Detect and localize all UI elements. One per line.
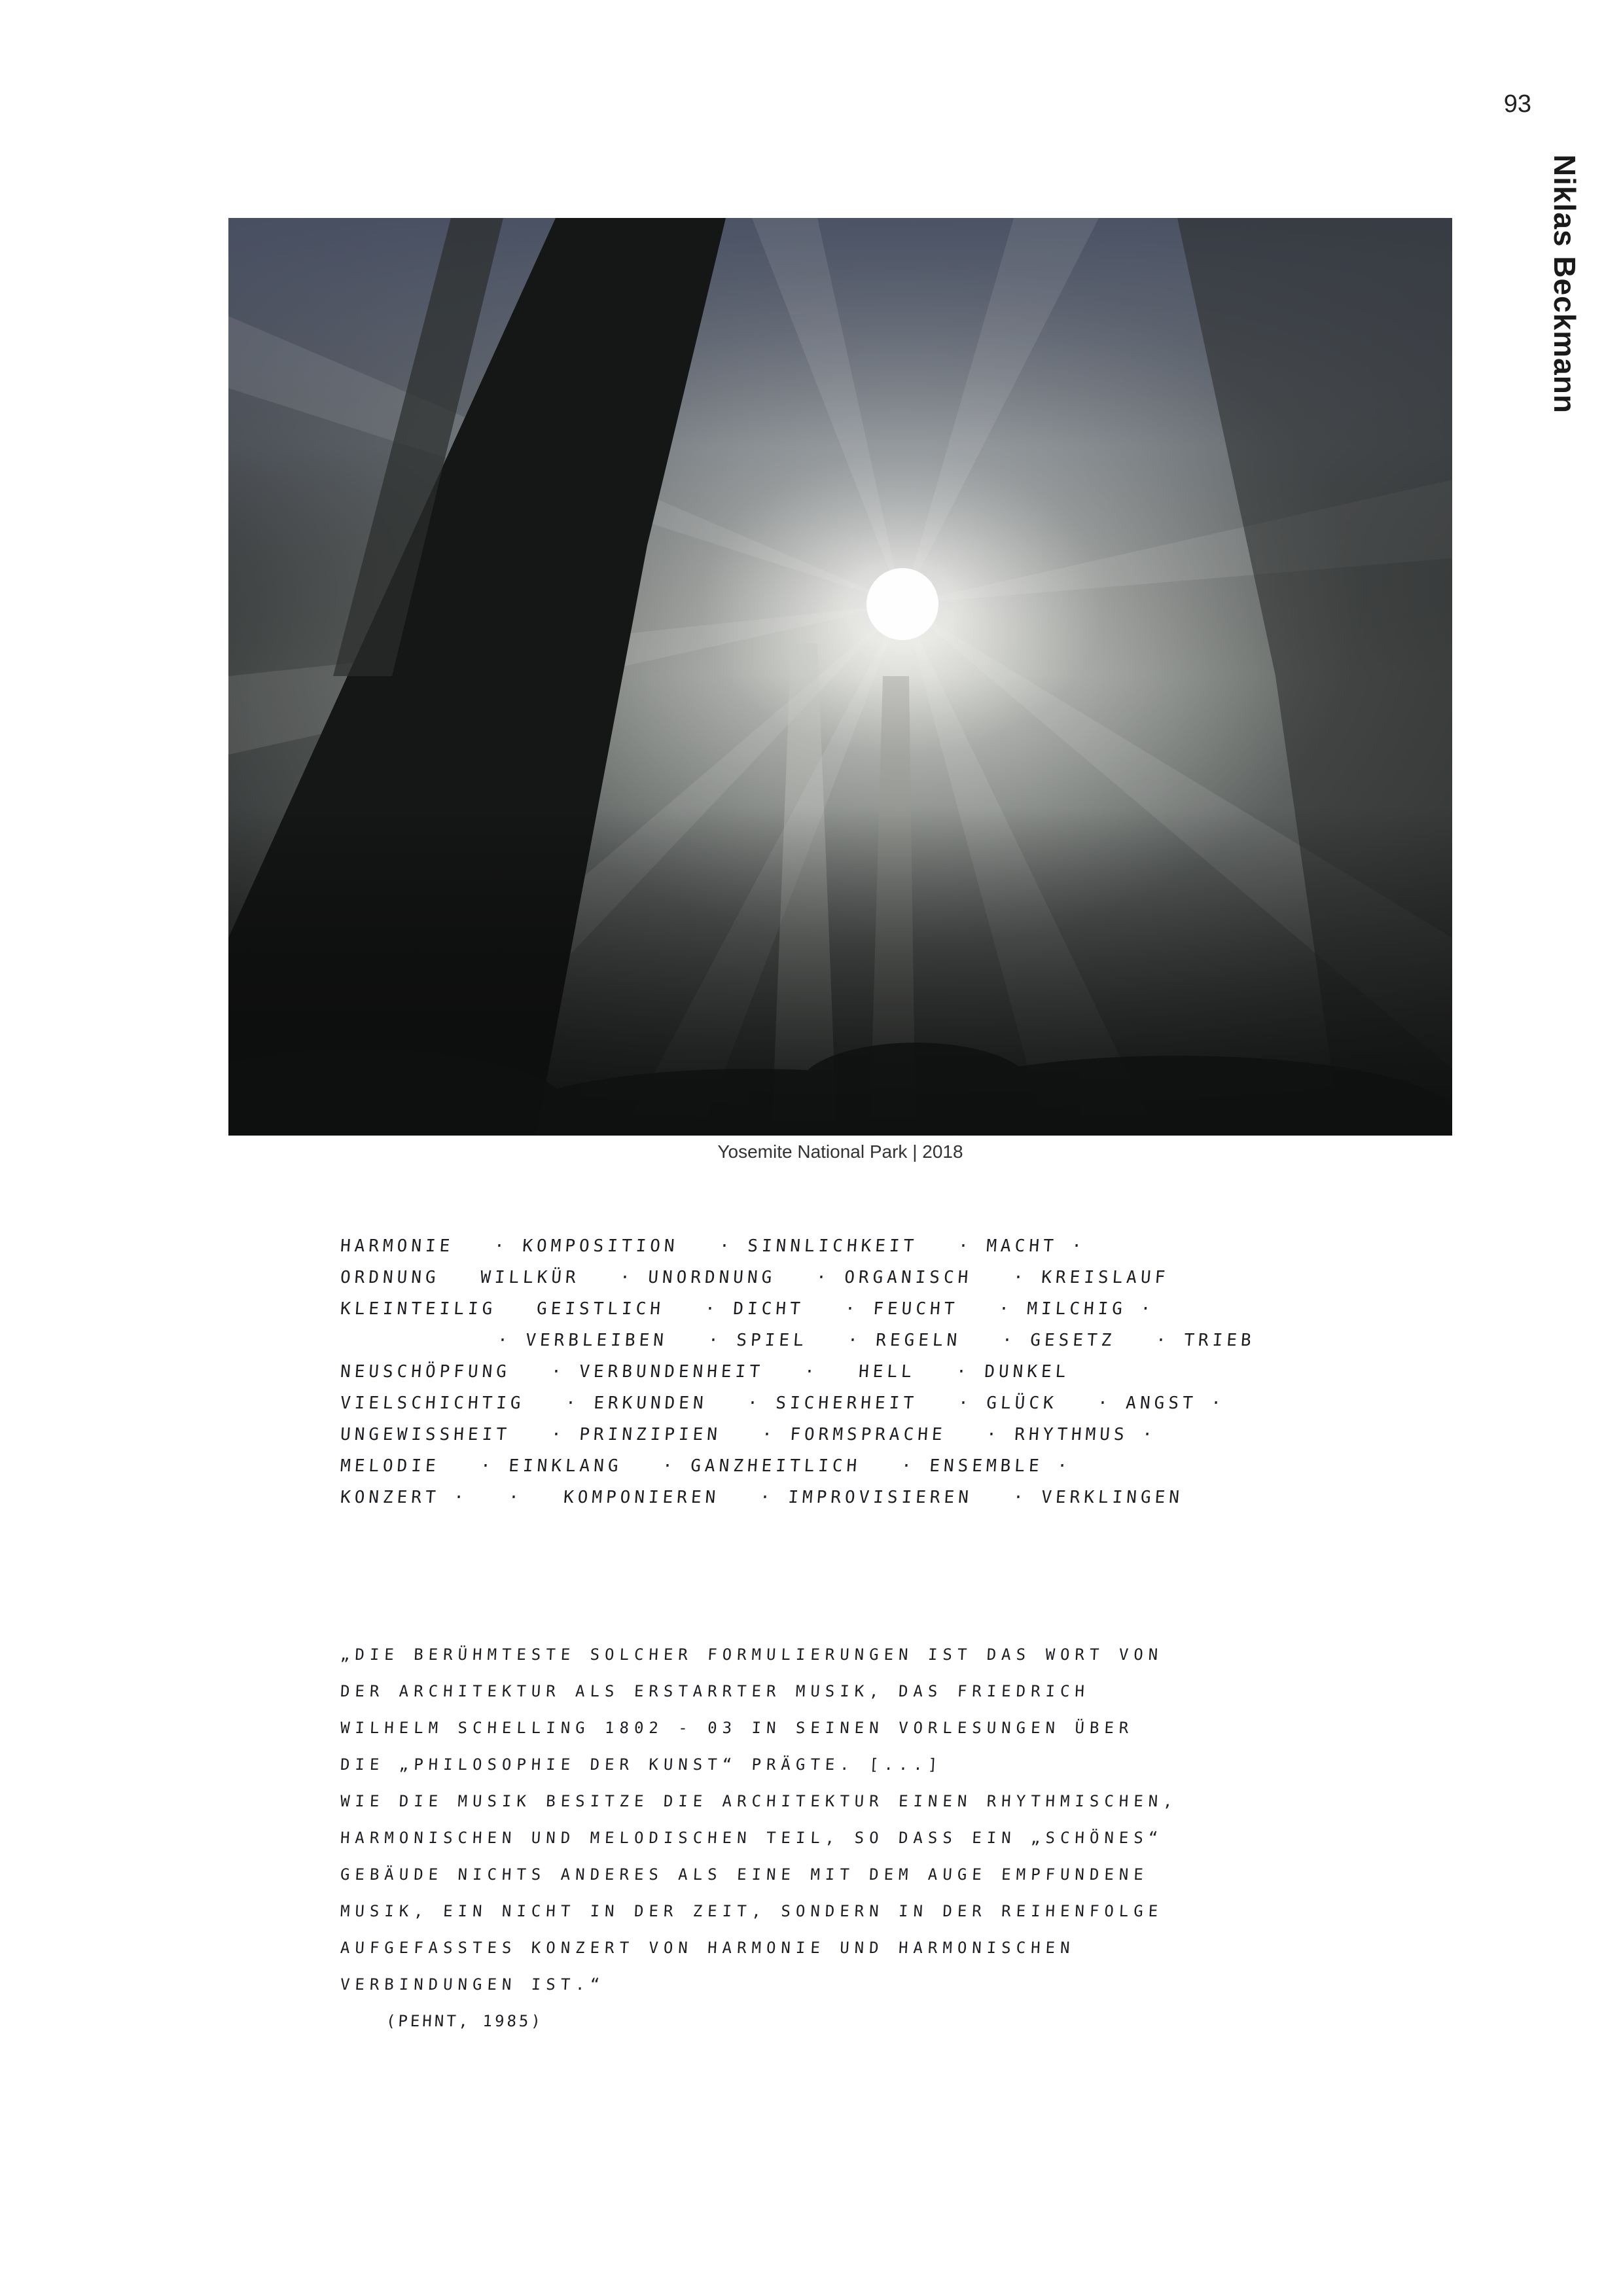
handwritten-word: · ENSEMBLE ·	[901, 1456, 1073, 1476]
handwritten-word: · KOMPOSITION	[493, 1236, 679, 1256]
quote-line: GEBÄUDE NICHTS ANDERES ALS EINE MIT DEM AUGE EMPFUNDENE	[340, 1865, 1149, 1884]
word-line	[340, 1356, 1361, 1388]
handwritten-word: MELODIE	[339, 1456, 440, 1476]
quote-line: AUFGEFASSTES KONZERT VON HARMONIE UND HARMONISCHEN	[340, 1939, 1076, 1957]
forest-photo-svg	[228, 218, 1452, 1136]
handwritten-word: NEUSCHÖPFUNG	[339, 1362, 511, 1382]
handwritten-word: · TRIEB	[1154, 1331, 1256, 1350]
handwritten-word: · GANZHEITLICH	[662, 1456, 862, 1476]
handwritten-word: · MILCHIG ·	[997, 1299, 1156, 1319]
photo-caption: Yosemite National Park | 2018	[717, 1141, 963, 1162]
handwritten-word: KONZERT ·	[339, 1488, 469, 1507]
quote-line: „DIE BERÜHMTESTE SOLCHER FORMULIERUNGEN IST DAS WORT VON	[340, 1645, 1164, 1664]
handwritten-word: KLEINTEILIG	[339, 1299, 497, 1319]
handwritten-word: · IMPROVISIEREN	[758, 1488, 973, 1507]
handwritten-word: · MACHT ·	[957, 1236, 1086, 1256]
quote-line: DIE „PHILOSOPHIE DER KUNST“ PRÄGTE. [...]	[340, 1755, 944, 1774]
handwritten-word: · FEUCHT	[844, 1299, 959, 1319]
handwritten-word: HARMONIE	[339, 1236, 455, 1256]
handwritten-word: VIELSCHICHTIG	[339, 1393, 526, 1413]
word-line	[340, 1450, 1361, 1482]
handwritten-word: · DICHT	[704, 1299, 805, 1319]
quote-citation: (PEHNT, 1985)	[385, 2012, 544, 2030]
quote-line: VERBINDUNGEN IST.“	[340, 1975, 605, 1994]
quote-line: HARMONISCHEN UND MELODISCHEN TEIL, SO DASS EIN „SCHÖNES“	[340, 1829, 1164, 1847]
handwritten-word: · GESETZ	[1001, 1331, 1116, 1350]
handwritten-word: · DUNKEL	[955, 1362, 1071, 1382]
handwritten-word: KOMPONIEREN	[562, 1488, 720, 1507]
handwritten-word: · KREISLAUF	[1012, 1268, 1169, 1287]
handwritten-word: · SICHERHEIT	[746, 1393, 918, 1413]
handwritten-word: WILLKÜR	[479, 1268, 580, 1287]
author-name: Niklas Beckmann	[1548, 154, 1582, 414]
handwritten-word: HELL	[858, 1362, 916, 1382]
word-line	[497, 1325, 1361, 1356]
quote-line: DER ARCHITEKTUR ALS ERSTARRTER MUSIK, DAS FRIEDRICH	[340, 1682, 1090, 1700]
handwritten-word-list	[340, 1230, 1361, 1545]
handwritten-word: · ERKUNDEN	[564, 1393, 708, 1413]
word-line	[340, 1419, 1361, 1450]
quote-line: WILHELM SCHELLING 1802 - 03 IN SEINEN VORLESUNGEN ÜBER	[340, 1719, 1134, 1737]
handwritten-word: · GLÜCK	[957, 1393, 1058, 1413]
word-line	[340, 1293, 1361, 1325]
handwritten-quote	[340, 1636, 1361, 2039]
handwritten-word: · EINKLANG	[479, 1456, 623, 1476]
handwritten-word: · VERKLINGEN	[1012, 1488, 1184, 1507]
word-line	[340, 1230, 1361, 1262]
handwritten-word: · VERBLEIBEN	[496, 1331, 668, 1350]
forest-sunbeams-photo	[228, 218, 1452, 1136]
handwritten-word: UNGEWISSHEIT	[339, 1425, 511, 1444]
handwritten-word: · ORGANISCH	[815, 1268, 973, 1287]
handwritten-word: · VERBUNDENHEIT	[550, 1362, 764, 1382]
word-line	[340, 1482, 1361, 1513]
handwritten-word: · REGELN	[847, 1331, 962, 1350]
word-line	[340, 1262, 1361, 1293]
handwritten-word: · SPIEL	[707, 1331, 808, 1350]
quote-line: WIE DIE MUSIK BESITZE DIE ARCHITEKTUR EINEN RHYTHMISCHEN,	[340, 1792, 1179, 1810]
quote-line: MUSIK, EIN NICHT IN DER ZEIT, SONDERN IN DER REIHENFOLGE	[340, 1902, 1164, 1920]
handwritten-word: ·	[507, 1488, 524, 1507]
handwritten-word: · UNORDNUNG	[619, 1268, 777, 1287]
handwritten-word: · PRINZIPIEN	[550, 1425, 722, 1444]
handwritten-word: · SINNLICHKEIT	[718, 1236, 918, 1256]
handwritten-word: · FORMSPRACHE	[760, 1425, 947, 1444]
handwritten-word: GEISTLICH	[536, 1299, 666, 1319]
handwritten-word: ·	[803, 1362, 819, 1382]
handwritten-word: · ANGST ·	[1097, 1393, 1226, 1413]
handwritten-word: ORDNUNG	[339, 1268, 440, 1287]
word-line	[340, 1388, 1361, 1419]
page-number: 93	[1503, 90, 1531, 118]
handwritten-word: · RHYTHMUS ·	[986, 1425, 1158, 1444]
